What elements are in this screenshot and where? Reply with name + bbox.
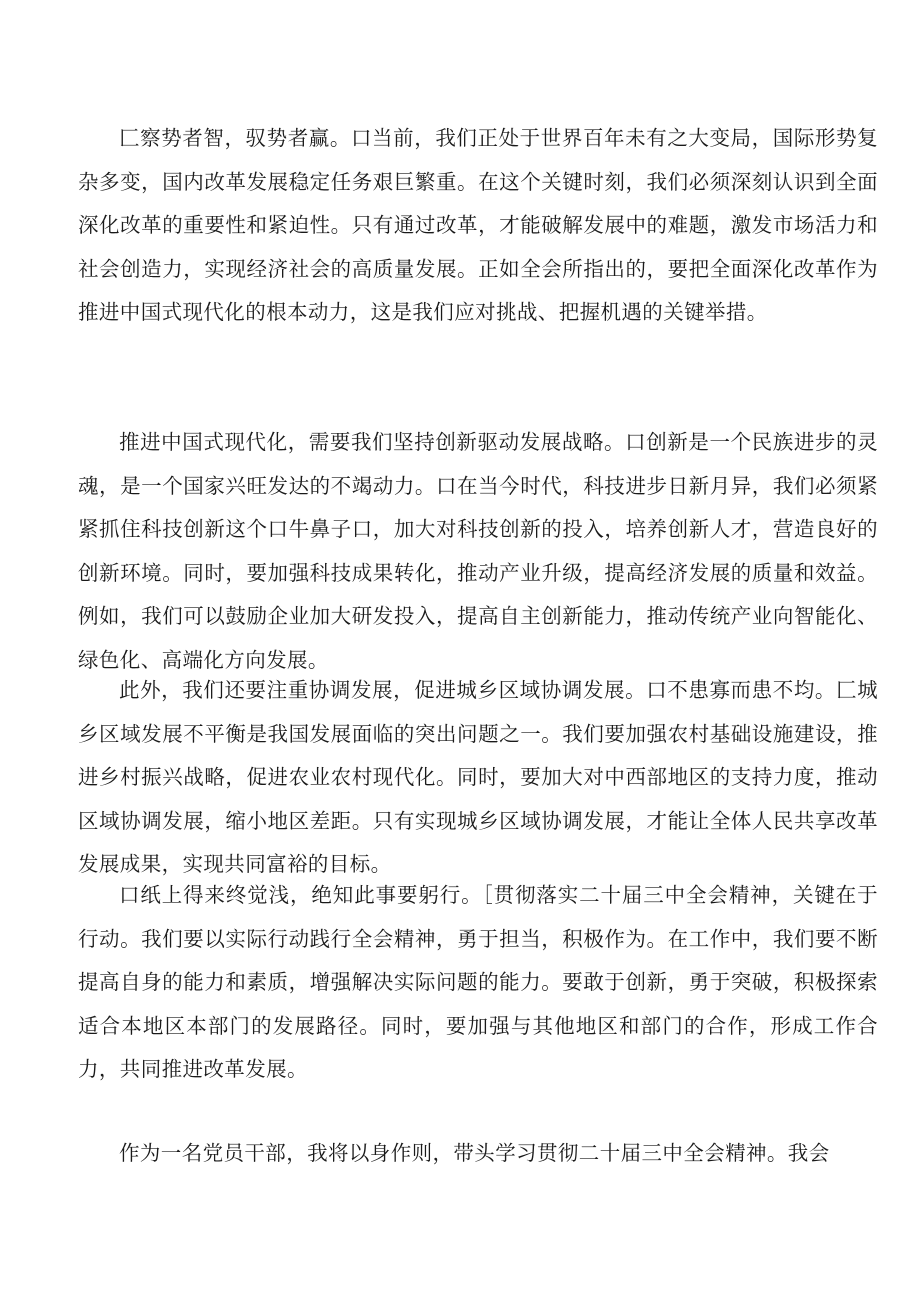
paragraph-2: 推进中国式现代化，需要我们坚持创新驱动发展战略。口创新是一个民族进步的灵魂，是一个国家兴旺发达的不竭动力。口在当今时代，科技进步日新月异，我们必须紧紧抓住科技创新这个口牛鼻子口，加大对科技创新的投入，培养创新人才，营造良好的创新环境。同时，要加强科技成果转化，推动产业升级，提高经济发展的质量和效益。例如，我们可以鼓励企业加大研发投入，提高自主创新能力，推动传统产业向智能化、绿色化、高端化方向发展。 [78,430,878,672]
paragraph-1: 匚察势者智，驭势者赢。口当前，我们正处于世界百年未有之大变局，国际形势复杂多变，国内改革发展稳定任务艰巨繁重。在这个关键时刻，我们必须深刻认识到全面深化改革的重要性和紧迫性。只有通过改革，才能破解发展中的难题，激发市场活力和社会创造力，实现经济社会的高质量发展。正如全会所指出的，要把全面深化改革作为推进中国式现代化的根本动力，这是我们应对挑战、把握机遇的关键举措。 [78,126,878,325]
paragraph-5: 作为一名党员干部，我将以身作则，带头学习贯彻二十届三中全会精神。我会 [119,1141,830,1165]
paragraph-3: 此外，我们还要注重协调发展，促进城乡区域协调发展。口不患寡而患不均。匚城乡区域发展不平衡是我国发展面临的突出问题之一。我们要加强农村基础设施建设，推进乡村振兴战略，促进农业农村现代化。同时，要加大对中西部地区的支持力度，推动区域协调发展，缩小地区差距。只有实现城乡区域协调发展，才能让全体人民共享改革发展成果，实现共同富裕的目标。 [78,678,878,877]
paragraph-4: 口纸上得来终觉浅，绝知此事要躬行。［贯彻落实二十届三中全会精神，关键在于行动。我们要以实际行动践行全会精神，勇于担当，积极作为。在工作中，我们要不断提高自身的能力和素质，增强解决实际问题的能力。要敢于创新，勇于突破，积极探索适合本地区本部门的发展路径。同时，要加强与其他地区和部门的合作，形成工作合力，共同推进改革发展。 [78,883,878,1082]
